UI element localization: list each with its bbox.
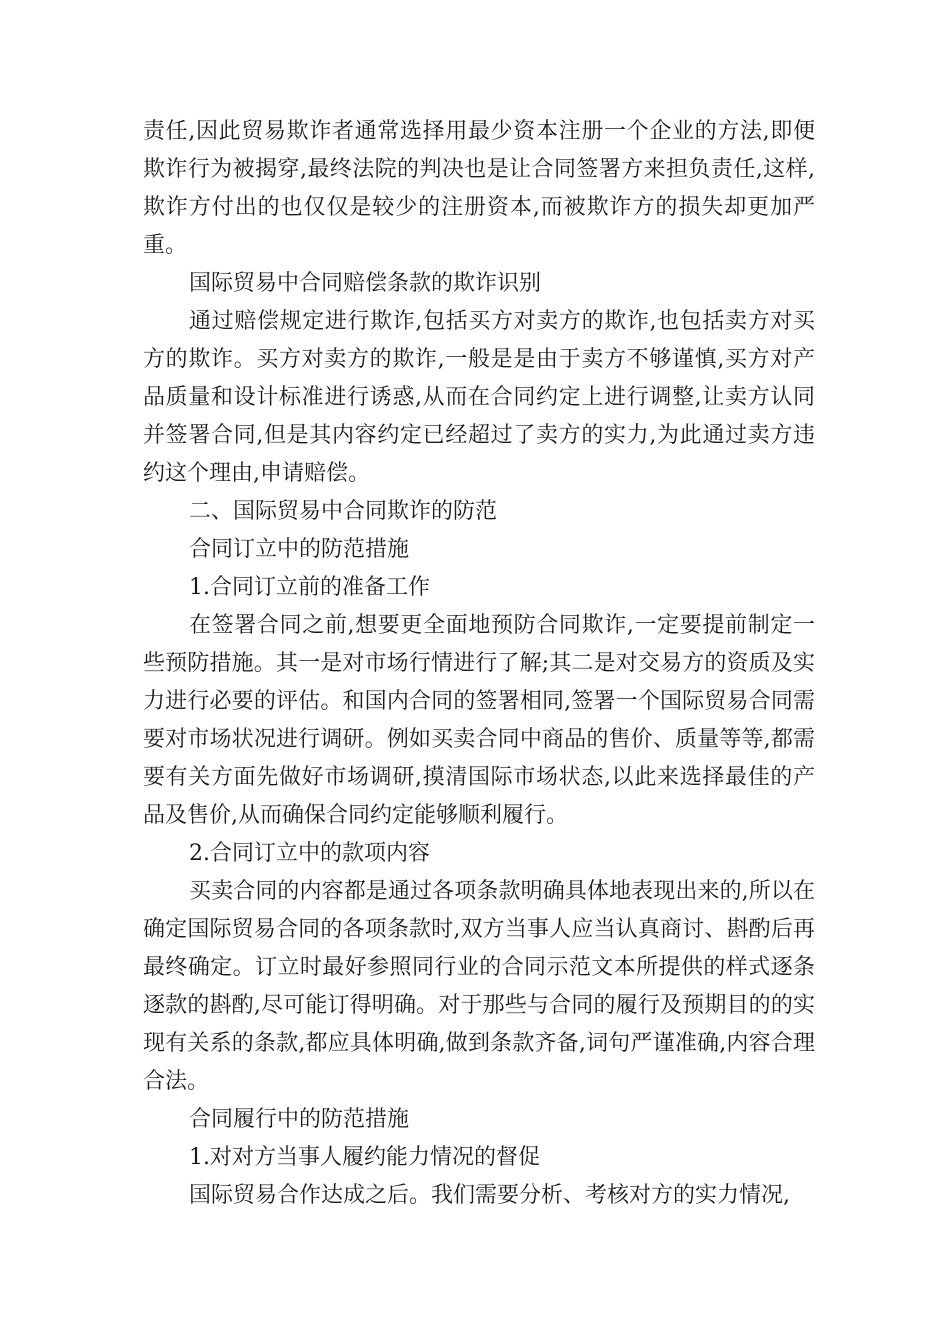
- subheading-supervision: 1.对对方当事人履约能力情况的督促: [189, 1145, 540, 1170]
- paragraph-compensation-fraud: 通过赔偿规定进行欺诈,包括买方对卖方的欺诈,也包括卖方对买方的欺诈。买方对卖方的欺诈,一般是是由于卖方不够谨慎,买方对产品质量和设计标准进行诱惑,从而在合同约定上进行调整,让卖方认同并签署合同,但是其内容约定已经超过了卖方的实力,为此通过卖方违约这个理由,申请赔偿。: [143, 309, 815, 486]
- paragraph-supervision: 国际贸易合作达成之后。我们需要分析、考核对方的实力情况,: [189, 1183, 790, 1208]
- section-heading-prevention: 二、国际贸易中合同欺诈的防范: [189, 499, 498, 524]
- subheading-clauses: 2.合同订立中的款项内容: [189, 841, 430, 866]
- section-heading-compensation-fraud: 国际贸易中合同赔偿条款的欺诈识别: [189, 271, 542, 296]
- subheading-performance-measures: 合同履行中的防范措施: [189, 1107, 410, 1132]
- paragraph-1: 责任,因此贸易欺诈者通常选择用最少资本注册一个企业的方法,即便欺诈行为被揭穿,最终法院的判决也是让合同签署方来担负责任,这样,欺诈方付出的也仅仅是较少的注册资本,而被欺诈方的损失却更加严重。: [143, 119, 815, 258]
- subheading-preparation: 1.合同订立前的准备工作: [189, 575, 430, 600]
- document-body: [143, 113, 815, 1215]
- paragraph-clauses: 买卖合同的内容都是通过各项条款明确具体地表现出来的,所以在确定国际贸易合同的各项条款时,双方当事人应当认真商讨、斟酌后再最终确定。订立时最好参照同行业的合同示范文本所提供的样式逐条逐款的斟酌,尽可能订得明确。对于那些与合同的履行及预期目的的实现有关系的条款,都应具体明确,做到条款齐备,词句严谨准确,内容合理合法。: [143, 879, 815, 1094]
- subheading-conclusion-measures: 合同订立中的防范措施: [189, 537, 410, 562]
- paragraph-preparation: 在签署合同之前,想要更全面地预防合同欺诈,一定要提前制定一些预防措施。其一是对市场行情进行了解;其二是对交易方的资质及实力进行必要的评估。和国内合同的签署相同,签署一个国际贸易合同需要对市场状况进行调研。例如买卖合同中商品的售价、质量等等,都需要有关方面先做好市场调研,摸清国际市场状态,以此来选择最佳的产品及售价,从而确保合同约定能够顺利履行。: [143, 613, 815, 828]
